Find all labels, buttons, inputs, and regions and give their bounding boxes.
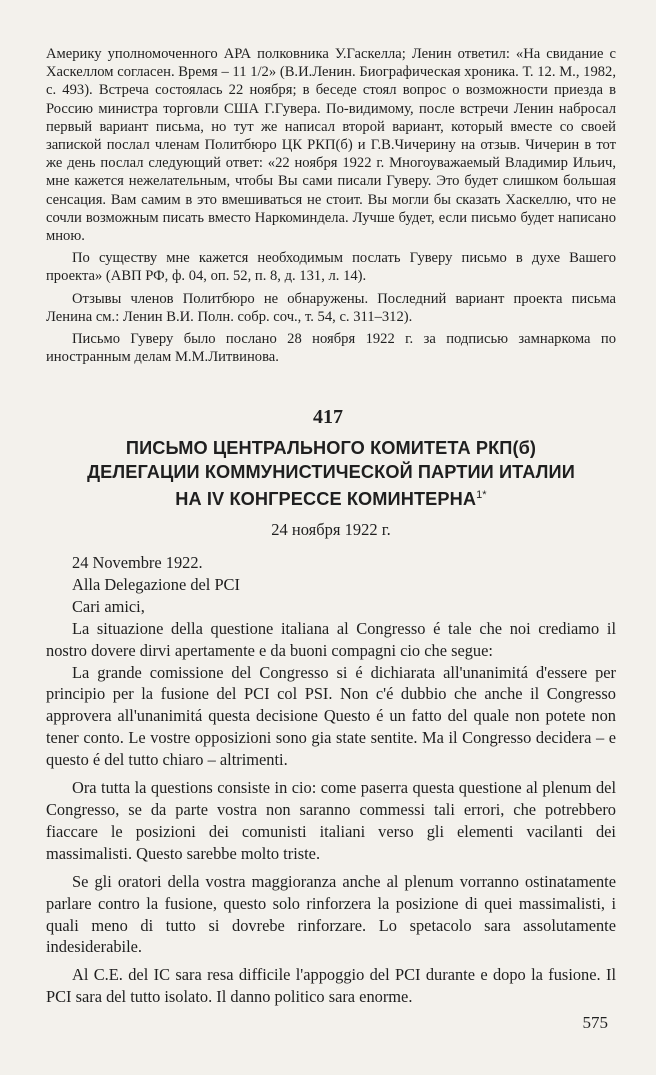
document-number: 417 — [313, 406, 343, 428]
commentary-paragraph: По существу мне кажется необходимым послать Гуверу письмо в духе Вашего проекта» (АВП РФ, ф. 04, оп. 52, п. 8, д. 131, л. 14). — [46, 250, 616, 285]
letter-paragraph: Se gli oratori della vostra maggioranza anche al plenum vorranno ostinatamente parlare contro la fusione, questo solo rinforzera la posizione di quei massimalisti, i quali meno di tutto si dovrebe rinforzare. Lo spetacolo sara assolutamente indesiderabile. — [46, 871, 616, 957]
footnote-commentary — [46, 45, 616, 366]
document-date: 24 ноября 1922 г. — [271, 520, 391, 539]
title-line — [46, 484, 616, 512]
letter-greeting: Cari amici, — [72, 596, 145, 616]
title-text: НА IV КОНГРЕССЕ КОМИНТЕРНА — [175, 489, 477, 510]
commentary-paragraph: Отзывы членов Политбюро не обнаружены. Последний вариант проекта письма Ленина см.: Ленин В.И. Полн. собр. соч., т. 54, с. 311–312). — [46, 290, 616, 325]
title-line: ПИСЬМО ЦЕНТРАЛЬНОГО КОМИТЕТА РКП(б) — [125, 438, 537, 458]
letter-paragraph: Ora tutta la questions consiste in cio: come paserra questa questione al plenum del Congresso, se da parte vostra non saranno commessi tali errori, che potrebbero fiaccare le posizioni dei comunisti italiani verso gli elementi vacilanti dei massimalisti. Questo sarebbe molto triste. — [46, 778, 616, 863]
commentary-paragraph: Америку уполномоченного АРА полковника У.Гаскелла; Ленин ответил: «На свидание с Хаскеллом согласен. Время – 11 1/2» (В.И.Ленин. Биографическая хроника. Т. 12. М., 1982, с. 493). Встреча состоялась 22 ноября; в беседе стоял вопрос о возможности приезда в Россию министра торговли США Г.Гувера. По-видимому, после встречи Ленин набросал первый вариант письма, но тут же написал второй вариант, который вместе со своей запиской послал членам Политбюро ЦК РКП(б) и Г.В.Чичерину на отзыв. Чичерин в тот же день послал следующий ответ: «22 ноября 1922 г. Многоуважаемый Владимир Ильич, мне кажется нежелательным, чтобы Вы сами писали Гуверу. Это будет слишком большая сенсация. Вам самим в это вмешиваться не стоит. Вы могли бы сказать Хаскеллю, что не сочли возможным писать вместо Наркоминдела. Лучше будет, если письмо будет написано мною. — [46, 46, 616, 245]
letter-address: Alla Delegazione del PCI — [72, 574, 240, 594]
letter-paragraph: Al C.E. del IC sara resa difficile l'appoggio del PCI durante e dopo la fusione. Il PCI sara del tutto isolato. Il danno politico sara enorme. — [46, 965, 616, 1007]
letter-date: 24 Novembre 1922. — [72, 553, 203, 572]
footnote-mark: 1* — [476, 489, 487, 501]
document-title — [46, 437, 616, 512]
commentary-paragraph: Письмо Гуверу было послано 28 ноября 1922 г. за подписью замнаркома по иностранным делам М.М.Литвинова. — [46, 331, 616, 366]
letter-paragraph: La situazione della questione italiana al Congresso é tale che noi crediamo il nostro dovere dirvi apertamente e da buoni compagni cio che segue: — [46, 618, 616, 660]
letter-paragraph: La grande comissione del Congresso si é dichiarata all'unanimitá d'essere per principio per la fusione del PCI col PSI. Non c'é dubbio che anche il Congresso approvera all'unanimitá questa decisione Questo é un fatto del quale non potete non tener conto. Le vostre opposizioni sono gia state sentite. Ma il Congresso decidera – e questo é del tutto chiaro – altrimenti. — [46, 662, 616, 770]
title-line: ДЕЛЕГАЦИИ КОММУНИСТИЧЕСКОЙ ПАРТИИ ИТАЛИИ — [87, 461, 575, 482]
page-number: 575 — [582, 1013, 608, 1032]
letter-body — [46, 552, 616, 1008]
